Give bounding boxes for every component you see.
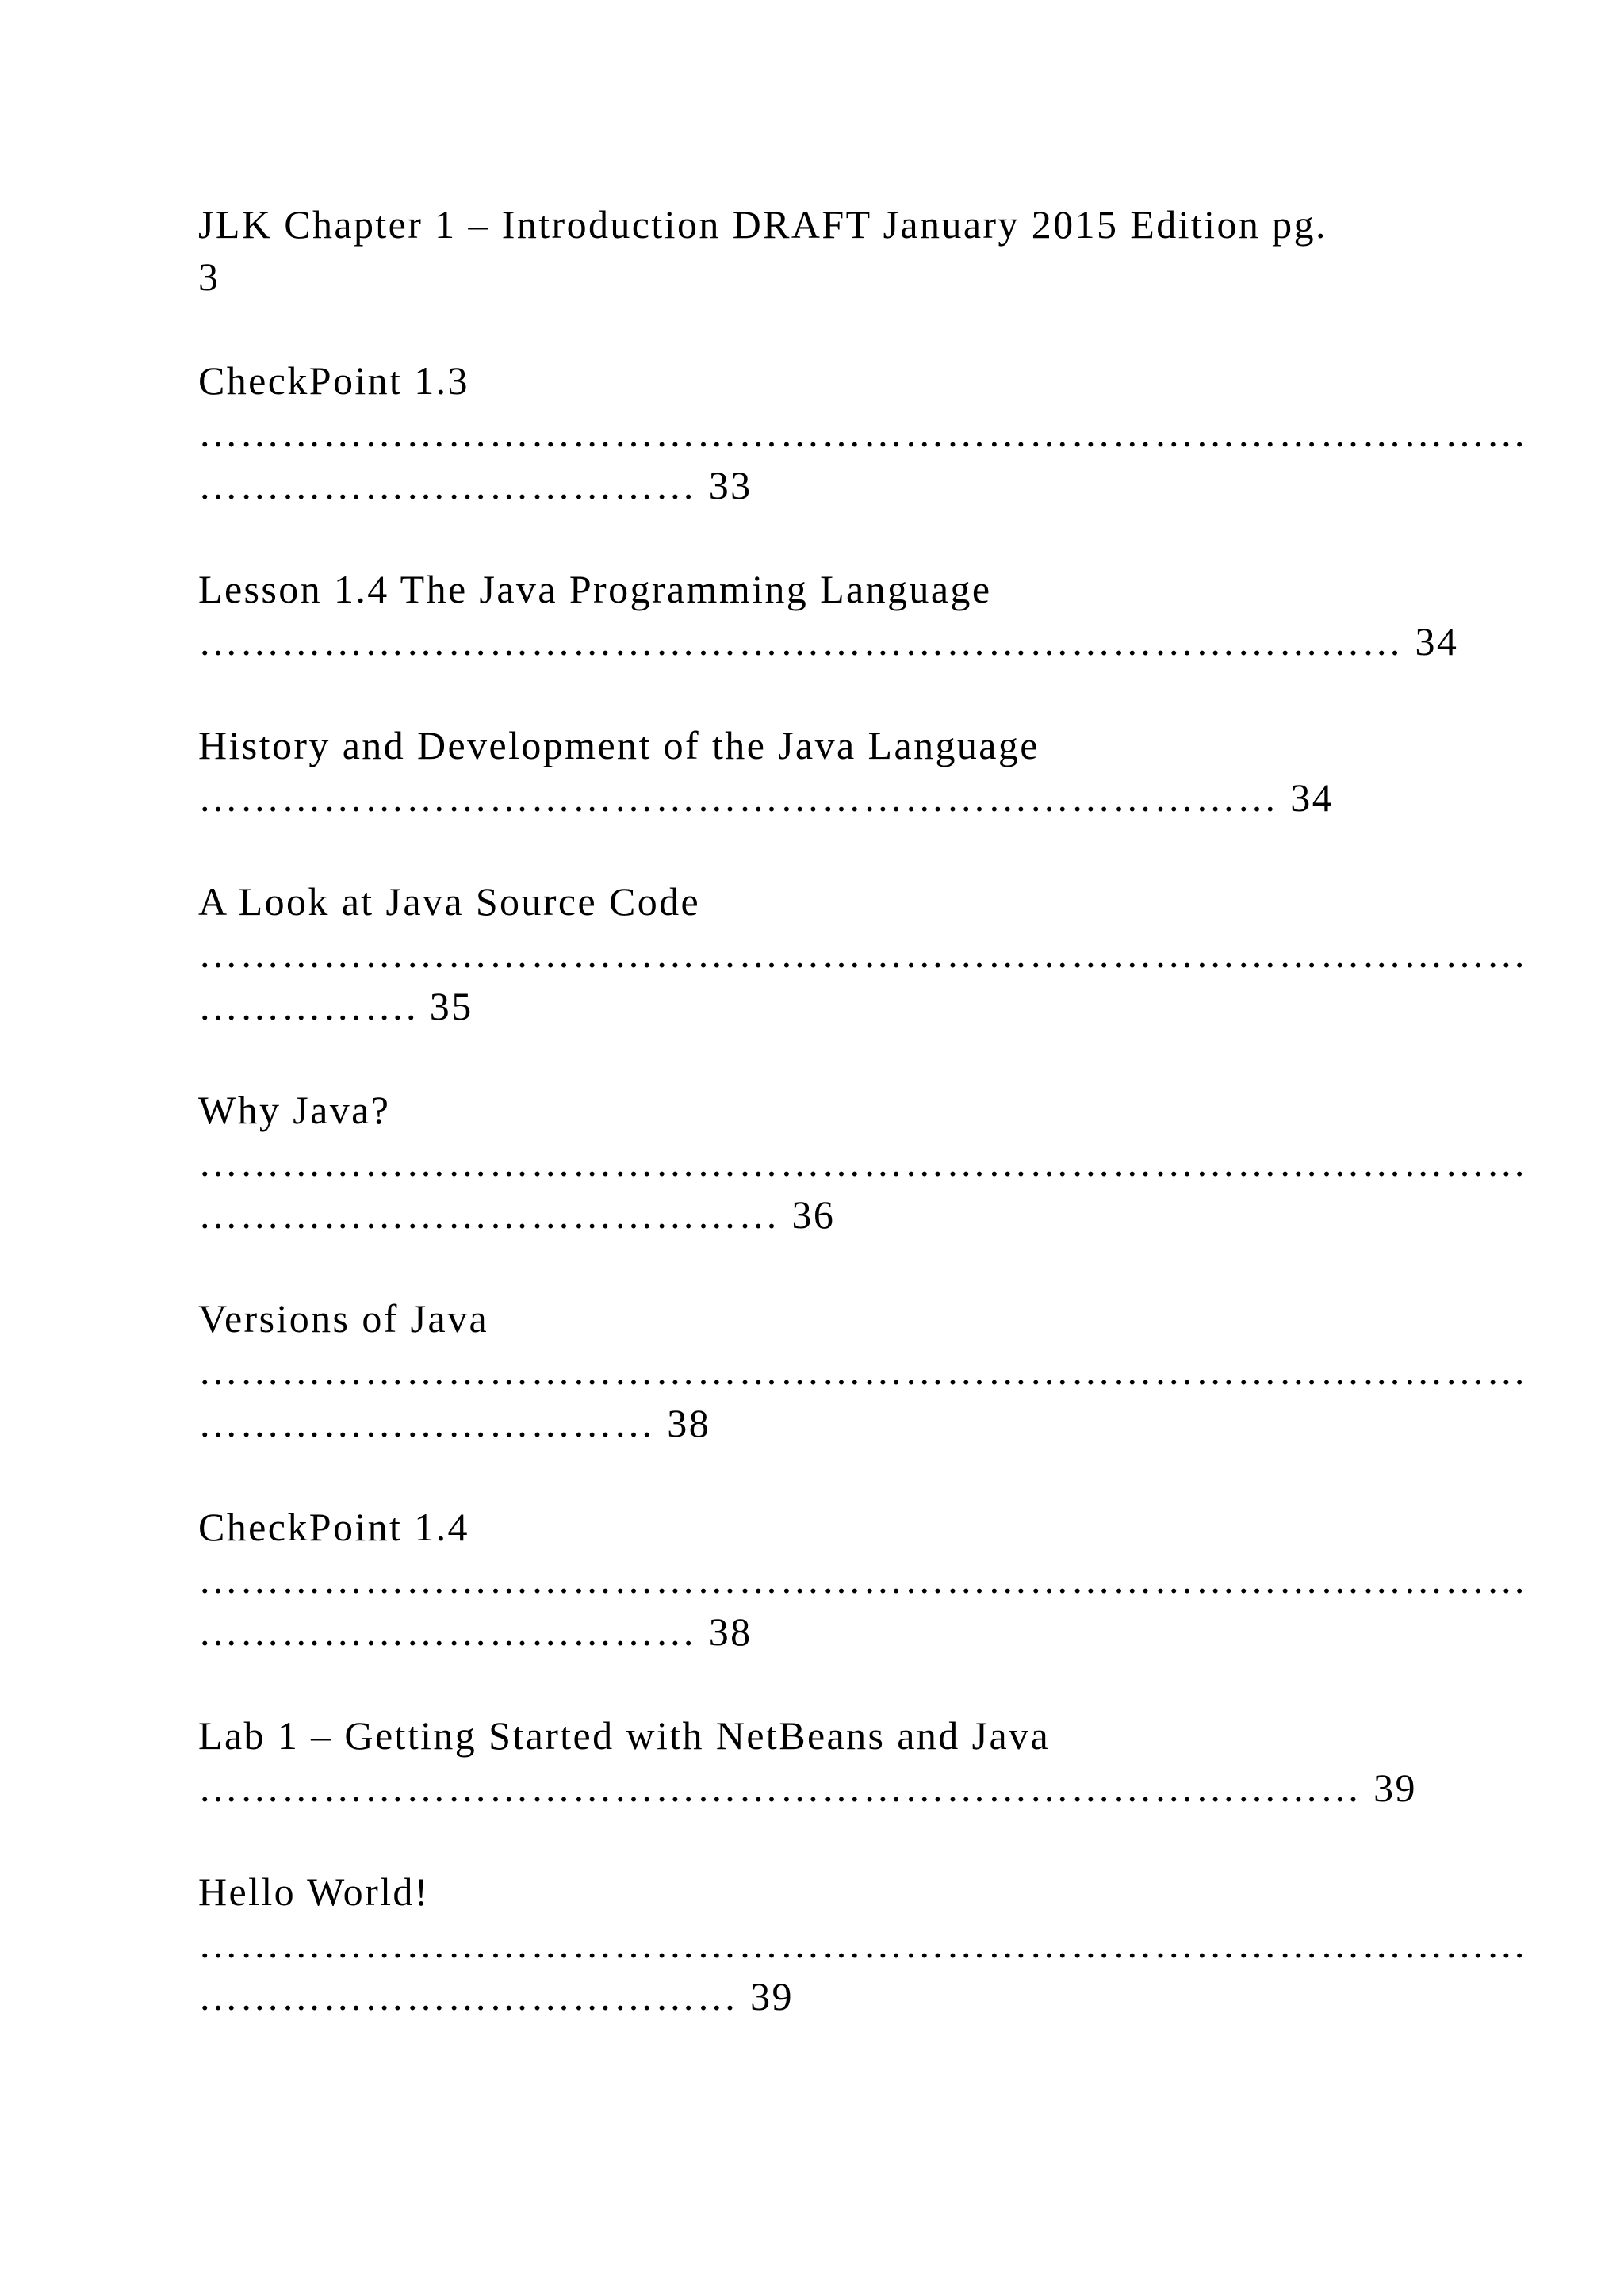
toc-entry-leader-page: ……………. 35: [198, 984, 473, 1028]
toc-entry-title[interactable]: Hello World!: [198, 1869, 430, 1914]
toc-entry-leader: ……………………………………………………………………………………: [198, 1140, 1528, 1184]
toc-entry-title[interactable]: CheckPoint 1.4: [198, 1505, 469, 1549]
toc-entry-title[interactable]: Lesson 1.4 The Java Programming Language: [198, 567, 992, 611]
toc-entry-leader-page: …………………………………………………………………………… 34: [198, 619, 1459, 664]
toc-entry-leader: ……………………………………………………………………………………: [198, 1922, 1528, 1966]
toc-entry-title[interactable]: Versions of Java: [198, 1296, 489, 1341]
toc-entry-leader: ……………………………………………………………………………………: [198, 1557, 1528, 1601]
toc-entry-title[interactable]: CheckPoint 1.3: [198, 358, 469, 403]
toc-entry-leader-page: …………………………………………………………………… 34: [198, 775, 1335, 820]
toc-entry-leader: ……………………………………………………………………………………: [198, 411, 1528, 455]
toc-entry-title[interactable]: A Look at Java Source Code: [198, 879, 701, 924]
toc-entry-leader-page: ………………………………… 39: [198, 1974, 794, 2019]
toc-entry-leader-page: ……………………………… 33: [198, 463, 753, 507]
toc-entry-leader: ……………………………………………………………………………………: [198, 932, 1528, 976]
toc-entry-leader: ……………………………………………………………………………………: [198, 1349, 1528, 1393]
toc-entry-leader-page: …………………………… 38: [198, 1401, 711, 1445]
toc-entry-title[interactable]: Why Java?: [198, 1088, 391, 1132]
toc-entry-title[interactable]: History and Development of the Java Language: [198, 723, 1040, 767]
toc-entry-title[interactable]: Lab 1 – Getting Started with NetBeans and Java: [198, 1713, 1051, 1758]
toc-entry-leader-page: ……………………………… 38: [198, 1609, 753, 1654]
page-header-line-2: 3: [198, 254, 220, 299]
toc-entry-leader-page: …………………………………… 36: [198, 1192, 836, 1237]
page-header-line-1: JLK Chapter 1 – Introduction DRAFT January 2015 Edition pg.: [198, 202, 1327, 247]
toc-entry-leader-page: ………………………………………………………………………… 39: [198, 1766, 1417, 1810]
